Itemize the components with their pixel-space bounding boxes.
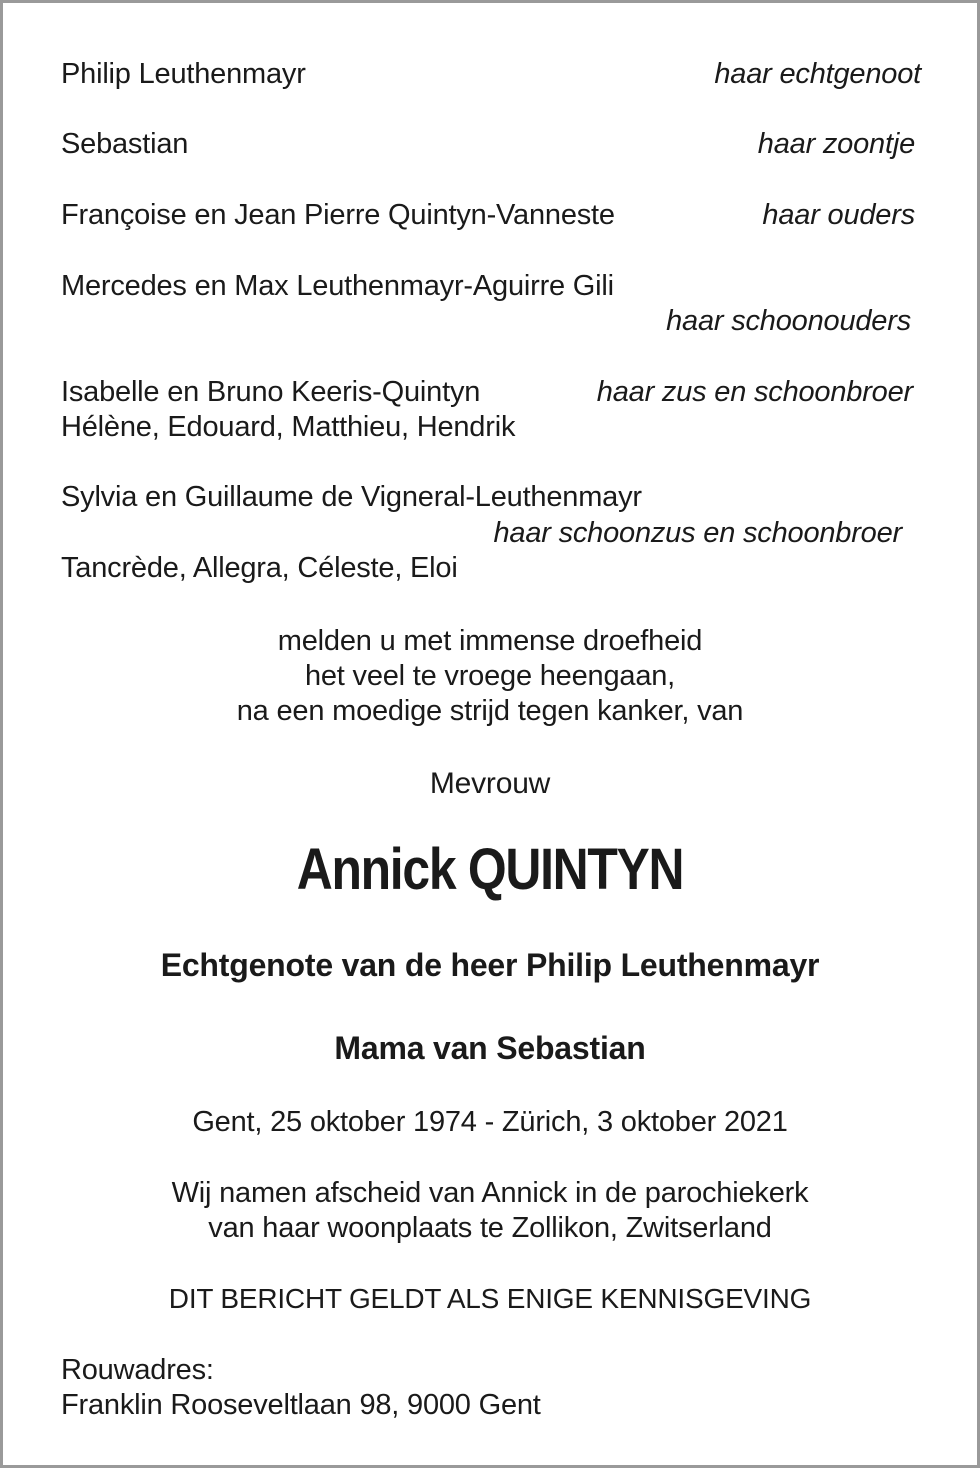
deceased-dates: Gent, 25 oktober 1974 - Zürich, 3 oktober 2021 [192,1106,788,1138]
announcement-line-3: na een moedige strijd tegen kanker, van [236,695,744,727]
farewell-line-1: Wij namen afscheid van Annick in de parochiekerk [171,1177,809,1209]
sister-children: Hélène, Edouard, Matthieu, Hendrik [61,411,516,443]
sisterinlaw-name: Sylvia en Guillaume de Vigneral-Leuthenmayr [61,481,642,513]
address-value: Franklin Rooseveltlaan 98, 9000 Gent [61,1389,541,1421]
announcement-line-1: melden u met immense droefheid [277,625,703,657]
announcement-line-2: het veel te vroege heengaan, [304,660,676,692]
son-name: Sebastian [61,128,189,160]
parents-role: haar ouders [762,199,915,231]
deceased-spouse-line: Echtgenote van de heer Philip Leuthenmayr [160,947,820,983]
sister-name: Isabelle en Bruno Keeris-Quintyn [61,376,481,408]
notice-text: DIT BERICHT GELDT ALS ENIGE KENNISGEVING [168,1283,812,1314]
inlaws-role: haar schoonouders [666,305,911,337]
spouse-name: Philip Leuthenmayr [61,58,306,90]
parents-name: Françoise en Jean Pierre Quintyn-Vanneste [61,199,615,231]
son-role: haar zoontje [757,128,915,160]
sisterinlaw-role: haar schoonzus en schoonbroer [493,517,902,549]
inlaws-name: Mercedes en Max Leuthenmayr-Aguirre Gili [61,270,614,302]
deceased-name: Annick QUINTYN [296,837,684,902]
deceased-mother-line: Mama van Sebastian [334,1030,646,1066]
deceased-title: Mevrouw [429,767,551,800]
address-label: Rouwadres: [61,1354,214,1386]
sisterinlaw-children: Tancrède, Allegra, Céleste, Eloi [61,552,458,584]
spouse-role: haar echtgenoot [714,58,921,90]
farewell-line-2: van haar woonplaats te Zollikon, Zwitserland [208,1212,772,1244]
sister-role: haar zus en schoonbroer [596,376,913,408]
